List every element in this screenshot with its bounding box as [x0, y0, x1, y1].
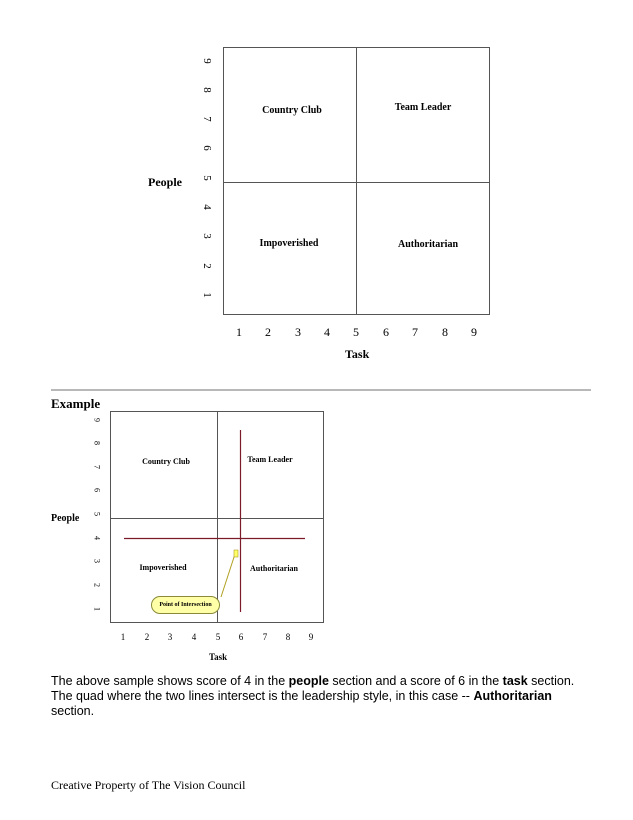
example-x-tick: 4	[191, 632, 197, 642]
example-x-tick: 9	[308, 632, 314, 642]
example-x-tick: 5	[215, 632, 221, 642]
top-y-tick: 4	[201, 204, 213, 210]
caption-text: section and a score of 6 in the	[328, 674, 503, 688]
example-quadrant-impoverished: Impoverished	[139, 563, 187, 572]
example-x-tick: 6	[238, 632, 244, 642]
example-y-tick: 7	[92, 465, 102, 469]
example-y-tick: 9	[92, 418, 102, 422]
callout-pointer	[221, 551, 236, 597]
top-x-tick: 5	[353, 325, 359, 339]
example-x-tick: 7	[262, 632, 268, 642]
example-x-tick: 2	[144, 632, 150, 642]
top-quadrant-impoverished: Impoverished	[259, 238, 319, 249]
top-quadrant-team-leader: Team Leader	[394, 102, 452, 113]
example-quadrant-country-club: Country Club	[142, 457, 190, 466]
example-y-tick: 5	[92, 512, 102, 516]
top-x-axis-label: Task	[345, 347, 370, 361]
top-y-tick: 6	[201, 145, 213, 151]
example-explanation	[51, 674, 596, 719]
example-x-axis-label: Task	[209, 652, 228, 662]
example-x-tick: 3	[167, 632, 173, 642]
top-y-tick: 3	[201, 233, 213, 239]
example-y-axis-label: People	[51, 513, 80, 524]
top-y-tick: 8	[201, 87, 213, 93]
top-x-tick: 2	[265, 325, 271, 339]
top-x-tick: 4	[324, 325, 330, 339]
example-quadrant-authoritarian: Authoritarian	[250, 564, 298, 573]
top-y-tick: 5	[201, 175, 213, 181]
top-quadrant-country-club: Country Club	[262, 105, 322, 116]
caption-people-emphasis: people	[288, 674, 329, 688]
footer-credit: Creative Property of The Vision Council	[51, 778, 246, 792]
example-x-tick: 8	[285, 632, 291, 642]
top-x-tick: 8	[442, 325, 448, 339]
example-y-tick: 8	[92, 441, 102, 445]
caption-text: section.	[51, 704, 95, 718]
example-y-tick: 6	[92, 488, 102, 492]
top-x-tick: 3	[295, 325, 301, 339]
example-y-tick: 3	[92, 559, 102, 563]
example-y-tick: 4	[92, 536, 102, 540]
top-y-tick: 2	[201, 263, 213, 269]
top-y-tick: 7	[201, 116, 213, 122]
intersection-marker	[234, 550, 238, 557]
example-heading: Example	[51, 396, 101, 411]
top-y-tick: 1	[201, 292, 213, 298]
point-of-intersection-callout: Point of Intersection	[151, 596, 220, 614]
example-quadrant-team-leader: Team Leader	[247, 455, 293, 464]
top-y-tick: 9	[201, 58, 213, 64]
caption-text: The above sample shows score of 4 in the	[51, 674, 289, 688]
caption-text: section. The quad where the two lines intersect is the leadership style, in this case --	[51, 674, 575, 703]
top-x-tick: 1	[236, 325, 242, 339]
top-x-tick: 7	[412, 325, 418, 339]
top-y-axis-label: People	[148, 175, 182, 189]
caption-authoritarian-emphasis: Authoritarian	[473, 689, 552, 703]
top-quadrant-authoritarian: Authoritarian	[398, 239, 458, 250]
top-x-tick: 6	[383, 325, 389, 339]
example-y-tick: 1	[92, 607, 102, 611]
top-x-tick: 9	[471, 325, 477, 339]
example-y-tick: 2	[92, 583, 102, 587]
caption-task-emphasis: task	[502, 674, 528, 688]
example-x-tick: 1	[120, 632, 126, 642]
